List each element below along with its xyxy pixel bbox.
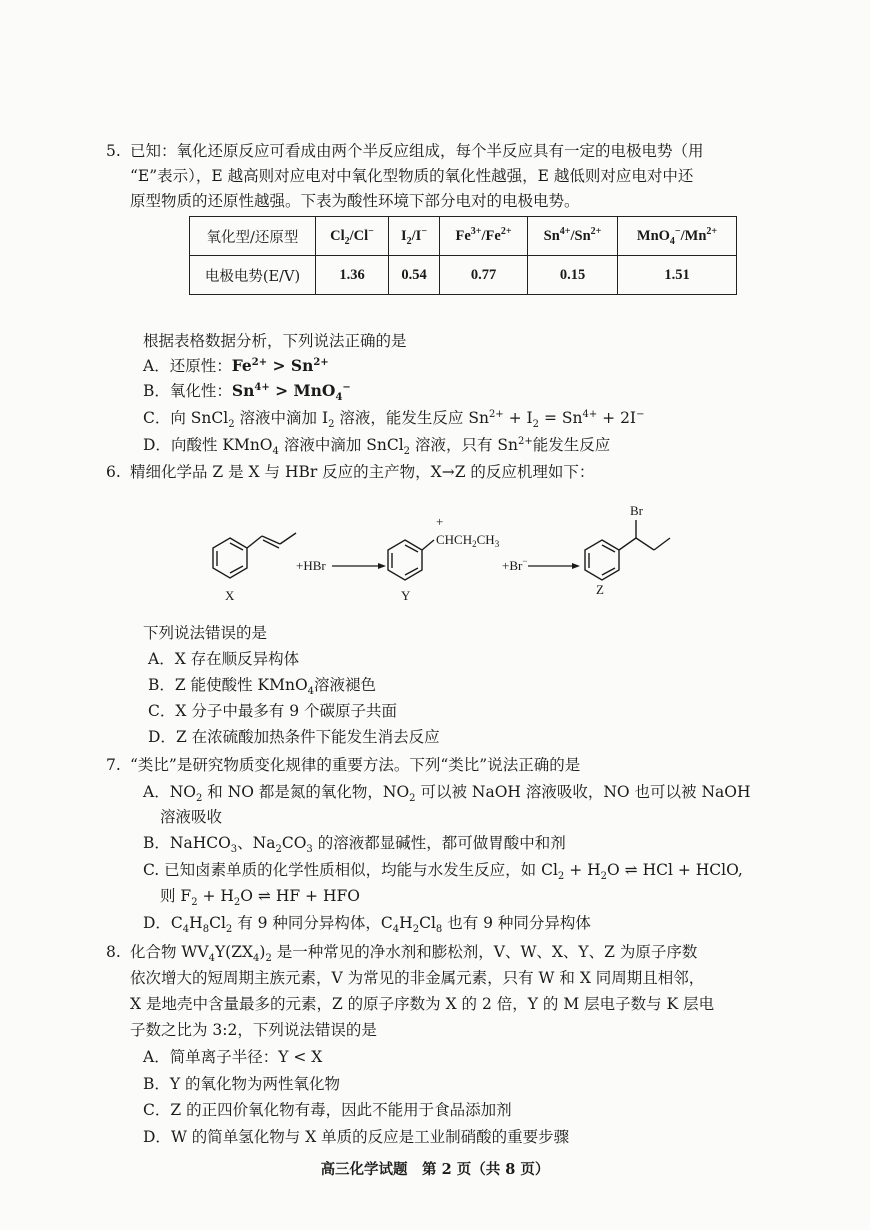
q5-option-b: B．氧化性：$Sn^{4+} > MnO_4^-$ (143, 381, 351, 404)
table-header-row (190, 217, 737, 256)
q7-option-a-cont: 溶液吸收 (160, 808, 223, 826)
q8-option-a: A．简单离子半径：Y < X (143, 1048, 323, 1066)
q8-stem-line-1: 化合物 $WV_4Y(ZX_4)_2$ 是一种常见的净水剂和膨松剂，V、W、X、Y、Z 为原子序数 (130, 943, 698, 965)
q6-option-c: C．X 分子中最多有 9 个碳原子共面 (148, 702, 398, 720)
q7-option-b: B．NaHCO$_3$、$Na_2CO_3$ 的溶液都显碱性，都可做胃酸中和剂 (143, 834, 566, 856)
q8-option-b: B．Y 的氧化物为两性氧化物 (143, 1075, 341, 1093)
q6-question: 下列说法错误的是 (143, 624, 268, 642)
q7-option-c: C. 已知卤素单质的化学性质相似，均能与水发生反应，如 $Cl_2 + H_2O$ ⇌ HCl + HClO, (143, 861, 743, 883)
couple-cl: $Cl_2/Cl^-$ (316, 217, 389, 256)
q8-option-c: C．Z 的正四价氧化物有毒，因此不能用于食品添加剂 (143, 1101, 512, 1119)
q8-stem-line-3: X 是地壳中含量最多的元素，Z 的原子序数为 X 的 2 倍，Y 的 M 层电子数与 K 层电 (130, 995, 715, 1013)
q7-option-a: A．$NO_2$ 和 NO 都是氮的氧化物，$NO_2$ 可以被 NaOH 溶液吸收，NO 也可以被 NaOH (143, 783, 751, 805)
molecule-z (585, 520, 670, 580)
label-x: X (225, 588, 235, 603)
q8-stem-line-4: 子数之比为 3:2，下列说法错误的是 (130, 1021, 377, 1039)
plus-charge: + (436, 514, 444, 529)
reaction-scheme (200, 500, 680, 615)
q6-option-d: D．Z 在浓硫酸加热条件下能发生消去反应 (148, 728, 440, 746)
molecule-x (213, 533, 296, 578)
reagent-br: +Br− (502, 556, 528, 573)
couple-i: $I_2/I^-$ (389, 217, 440, 256)
arrow-2-head (572, 563, 580, 569)
q7-option-d: D．$C_4H_8Cl_2$ 有 9 种同分异构体，$C_4H_2Cl_8$ 也有 9 种同分异构体 (143, 914, 591, 936)
q5-stem-line-3: 原型物质的还原性越强。下表为酸性环境下部分电对的电极电势。 (130, 192, 580, 210)
q8-number: 8. (106, 943, 121, 961)
value-mn: 1.51 (618, 256, 737, 295)
table-value-row (190, 256, 737, 295)
q6-option-b: B．Z 能使酸性 KMnO$_4$溶液褪色 (148, 676, 377, 698)
value-sn: 0.15 (528, 256, 618, 295)
q7-number: 7. (106, 756, 121, 774)
q6-option-a: A．X 存在顺反异构体 (148, 650, 300, 668)
molecule-y (388, 540, 434, 580)
row-label: 电极电势(E/V) (190, 256, 316, 295)
q8-option-d: D．W 的简单氢化物与 X 单质的反应是工业制硝酸的重要步骤 (143, 1128, 570, 1146)
q7-option-c-cont: 则 $F_2 + H_2O$ ⇌ HF + HFO (160, 887, 360, 909)
value-cl: 1.36 (316, 256, 389, 295)
q5-question: 根据表格数据分析，下列说法正确的是 (143, 332, 407, 350)
value-i: 0.54 (389, 256, 440, 295)
q6-number: 6. (106, 463, 121, 481)
q5-number: 5. (106, 142, 121, 160)
reagent-hbr: +HBr (296, 558, 326, 573)
electrode-potential-table (189, 216, 737, 295)
label-y: Y (401, 588, 411, 603)
q5-option-a: A．还原性：$Fe^{2+} > Sn^{2+}$ (143, 356, 329, 375)
bromine-label: Br (630, 503, 643, 518)
value-fe: 0.77 (440, 256, 528, 295)
q5-option-d: D．向酸性 KMnO$_4$ 溶液中滴加 SnCl$_2$ 溶液，只有 $Sn^{2+}$能发生反应 (143, 435, 611, 458)
label-z: Z (596, 582, 604, 597)
couple-mn: $MnO_4^-/Mn^{2+}$ (618, 217, 737, 256)
page-footer: 高三化学试题 第 2 页（共 8 页） (320, 1161, 550, 1178)
q5-option-c: C．向 SnCl$_2$ 溶液中滴加 $I_2$ 溶液，能发生反应 $Sn^{2+} + I_2 = Sn^{4+} + 2I^-$ (143, 408, 645, 431)
couple-fe: $Fe^{3+}/Fe^{2+}$ (440, 217, 528, 256)
q6-stem: 精细化学品 Z 是 X 与 HBr 反应的主产物，X→Z 的反应机理如下： (130, 463, 595, 481)
q5-stem-line-2: “E”表示），E 越高则对应电对中氧化型物质的氧化性越强，E 越低则对应电对中还 (130, 167, 694, 185)
couple-sn: $Sn^{4+}/Sn^{2+}$ (528, 217, 618, 256)
q7-stem: “类比”是研究物质变化规律的重要方法。下列“类比”说法正确的是 (130, 756, 581, 774)
header-label: 氧化型/还原型 (190, 217, 316, 256)
q5-stem-line-1: 已知：氧化还原反应可看成由两个半反应组成，每个半反应具有一定的电极电势（用 (130, 142, 704, 160)
arrow-1-head (378, 563, 386, 569)
carbocation-chain: $CHCH_2CH_3$ (436, 532, 500, 549)
q8-stem-line-2: 依次增大的短周期主族元素，V 为常见的非金属元素，只有 W 和 X 同周期且相邻， (130, 969, 705, 987)
